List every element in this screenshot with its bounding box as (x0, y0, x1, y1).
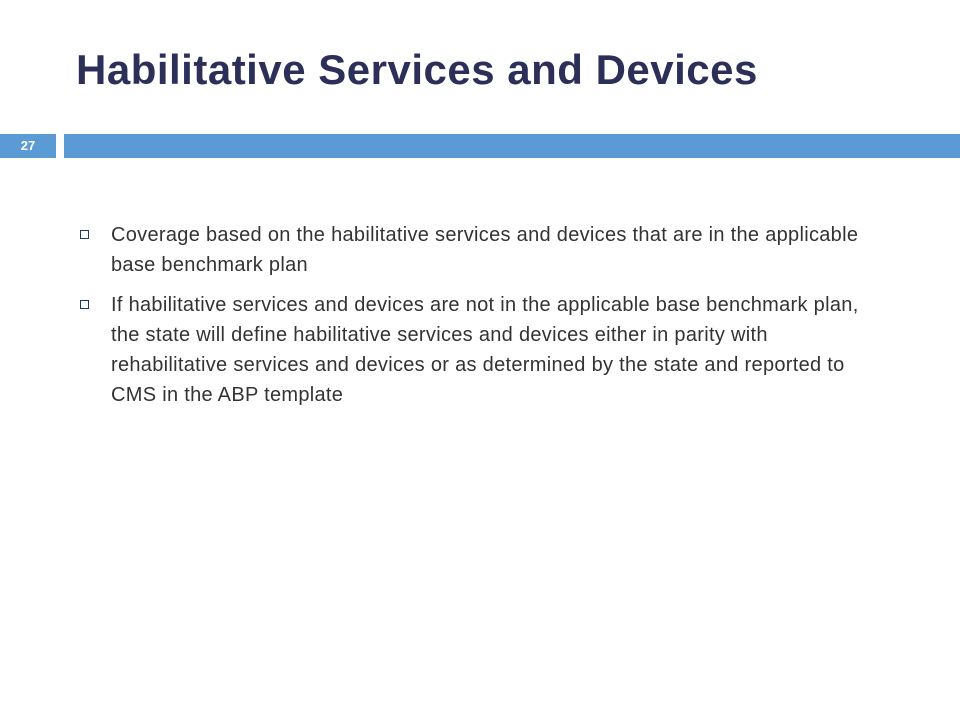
title-divider-bar (64, 134, 960, 158)
bullet-item (80, 220, 880, 280)
slide-title: Habilitative Services and Devices (76, 46, 758, 93)
hollow-square-bullet-icon (80, 230, 89, 239)
bullet-text: Coverage based on the habilitative services and devices that are in the applicable base benchmark plan (111, 224, 859, 276)
bullet-list (80, 220, 880, 420)
slide-number: 27 (0, 134, 56, 158)
hollow-square-bullet-icon (80, 300, 89, 309)
bullet-text: If habilitative services and devices are not in the applicable base benchmark plan, the state will define habilitative services and devices either in parity with rehabilitative services and devices or as determined by the state and reported to CMS in the ABP template (111, 294, 859, 406)
bullet-item (80, 290, 880, 410)
